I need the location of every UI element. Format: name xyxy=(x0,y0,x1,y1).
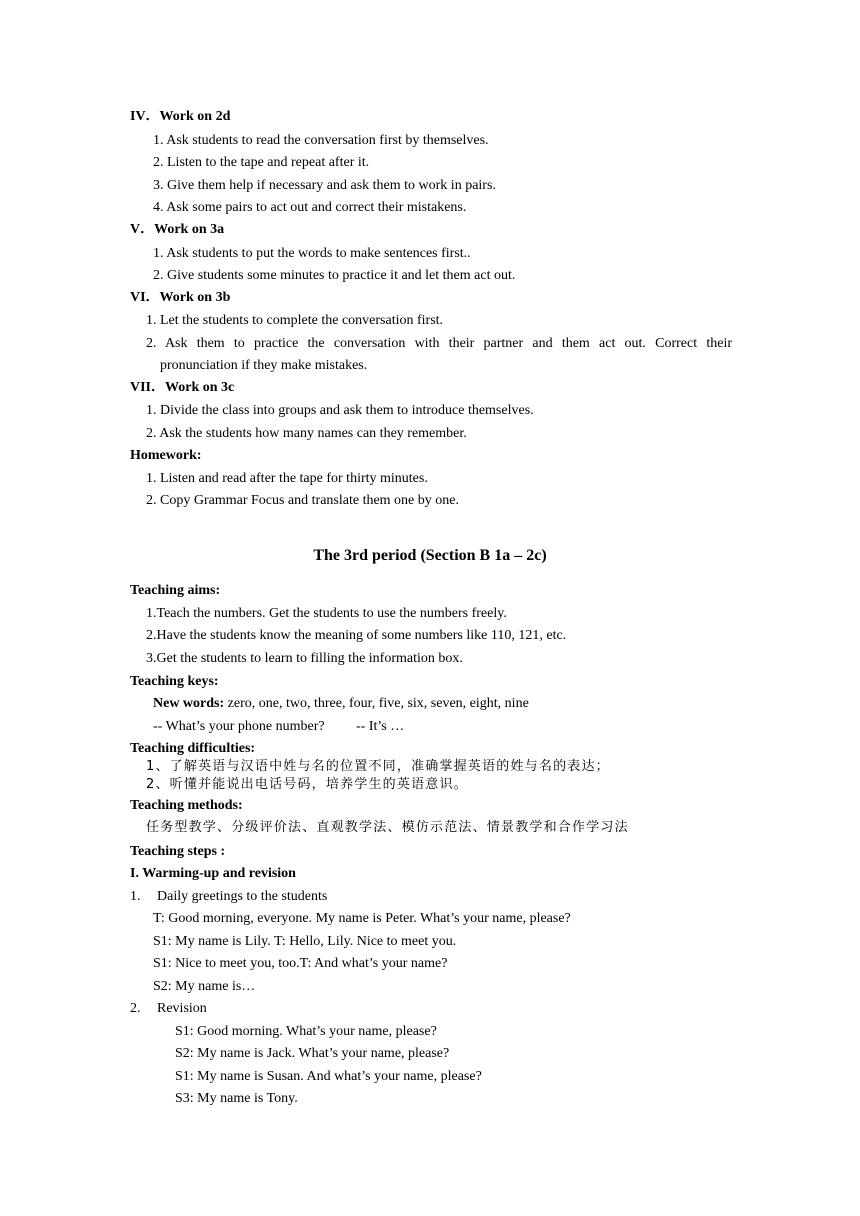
dialogue-line: S1: Good morning. What’s your name, please? xyxy=(175,1024,437,1039)
heading-teaching-methods: Teaching methods: xyxy=(130,798,243,813)
aim-line: 2.Have the students know the meaning of some numbers like 110, 121, etc. xyxy=(146,628,567,643)
heading-work-3a: V．Work on 3a xyxy=(130,222,225,237)
difficulty-line: 2、听懂并能说出电话号码，培养学生的英语意识。 xyxy=(146,777,468,792)
heading-warming-up: I. Warming-up and revision xyxy=(130,866,296,881)
heading-teaching-steps: Teaching steps : xyxy=(130,844,226,859)
phone-question: -- What’s your phone number? xyxy=(153,719,325,734)
step-line: 2. Ask them to practice the conversation with their partner and them act out. Correct their xyxy=(146,336,732,351)
item-title: Revision xyxy=(157,1001,207,1016)
step-line: 1. Divide the class into groups and ask them to introduce themselves. xyxy=(146,403,534,418)
dialogue-line: S2: My name is Jack. What’s your name, please? xyxy=(175,1046,450,1061)
heading-teaching-keys: Teaching keys: xyxy=(130,674,219,689)
heading-work-2d: IV．Work on 2d xyxy=(130,109,231,124)
methods-line: 任务型教学、分级评价法、直观教学法、模仿示范法、情景教学和合作学习法 xyxy=(146,820,629,835)
dialogue-line: S1: My name is Lily. T: Hello, Lily. Nice to meet you. xyxy=(153,934,457,949)
item-number: 2. xyxy=(130,1001,141,1016)
item-title: Daily greetings to the students xyxy=(157,889,328,904)
dialogue-line: T: Good morning, everyone. My name is Peter. What’s your name, please? xyxy=(153,911,571,926)
heading-homework: Homework: xyxy=(130,448,202,463)
step-line: 2. Give students some minutes to practice it and let them act out. xyxy=(153,268,516,283)
period-title: The 3rd period (Section B 1a – 2c) xyxy=(313,547,547,564)
heading-work-3c: VII．Work on 3c xyxy=(130,380,235,395)
step-line: 1. Let the students to complete the conversation first. xyxy=(146,313,444,328)
aim-line: 3.Get the students to learn to filling the information box. xyxy=(146,651,463,666)
step-line: 4. Ask some pairs to act out and correct their mistakens. xyxy=(153,200,467,215)
heading-teaching-difficulties: Teaching difficulties: xyxy=(130,741,256,756)
step-line: 2. Listen to the tape and repeat after it. xyxy=(153,155,370,170)
step-line: 3. Give them help if necessary and ask them to work in pairs. xyxy=(153,178,496,193)
heading-work-3b: VI．Work on 3b xyxy=(130,290,231,305)
homework-line: 1. Listen and read after the tape for thirty minutes. xyxy=(146,471,428,486)
aim-line: 1.Teach the numbers. Get the students to use the numbers freely. xyxy=(146,606,507,621)
homework-line: 2. Copy Grammar Focus and translate them one by one. xyxy=(146,493,459,508)
step-line: pronunciation if they make mistakes. xyxy=(160,358,368,373)
item-number: 1. xyxy=(130,889,141,904)
difficulty-line: 1、了解英语与汉语中姓与名的位置不同，准确掌握英语的姓与名的表达； xyxy=(146,759,610,774)
dialogue-line: S1: My name is Susan. And what’s your name, please? xyxy=(175,1069,482,1084)
dialogue-line: S2: My name is… xyxy=(153,979,256,994)
new-words-list: zero, one, two, three, four, five, six, seven, eight, nine xyxy=(224,696,529,711)
step-line: 1. Ask students to read the conversation first by themselves. xyxy=(153,133,489,148)
new-words-label: New words: xyxy=(153,696,225,711)
dialogue-line: S1: Nice to meet you, too.T: And what’s your name? xyxy=(153,956,448,971)
new-words-line xyxy=(153,695,529,713)
step-line: 2. Ask the students how many names can they remember. xyxy=(146,426,467,441)
dialogue-line: S3: My name is Tony. xyxy=(175,1091,298,1106)
step-line: 1. Ask students to put the words to make sentences first.. xyxy=(153,246,471,261)
phone-answer: -- It’s … xyxy=(356,719,405,734)
heading-teaching-aims: Teaching aims: xyxy=(130,583,221,598)
